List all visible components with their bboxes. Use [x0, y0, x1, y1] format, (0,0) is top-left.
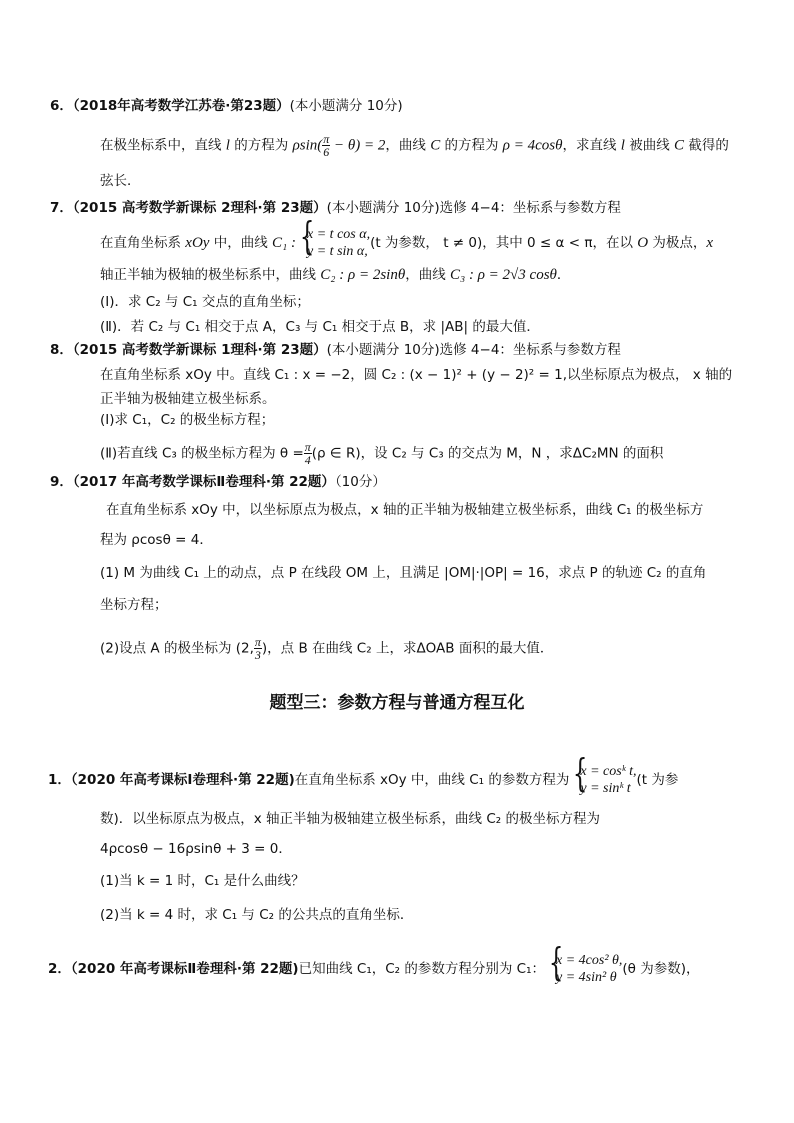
math: xOy [185, 235, 210, 251]
math: O [637, 235, 649, 251]
text: (2)设点 A 的极坐标为 (2, [100, 640, 254, 657]
problem-source: （2020 年高考课标Ⅱ卷理科·第 22题) [70, 961, 299, 977]
problem-6-line-1 [100, 133, 729, 158]
problem-7-part-1: (Ⅰ)．求 C₂ 与 C₁ 交点的直角坐标； [100, 294, 310, 310]
problem-score: （10分） [334, 474, 386, 490]
fraction-denominator: 6 [323, 145, 330, 159]
text: (t 为参 [636, 772, 679, 788]
math: C₂ : ρ = 2sinθ [320, 267, 406, 283]
text: 截得的 [684, 137, 729, 154]
math-l: l [620, 137, 625, 154]
text: (ρ ∈ R)，设 C₂ 与 C₃ 的交点为 M，N ，求ΔC₂MN 的面积 [311, 445, 664, 462]
fraction [304, 441, 312, 466]
system-row: y = 4sin² θ [556, 970, 617, 985]
text: 在极坐标系中，直线 [100, 137, 226, 154]
problem-7-header [50, 199, 621, 217]
fraction-numerator: π [323, 132, 330, 146]
math-C: C [430, 137, 441, 154]
system-row: { x = cosᵏ t, [580, 764, 637, 779]
section-problem-1-line-3: 4ρcosθ − 16ρsinθ + 3 = 0． [100, 841, 292, 857]
problem-number: 7． [50, 200, 73, 216]
text: (Ⅱ)若直线 C₃ 的极坐标方程为 θ = [100, 445, 304, 462]
problem-8-part-1: (Ⅰ)求 C₁，C₂ 的极坐标方程； [100, 412, 275, 428]
equation-system [545, 952, 622, 986]
section-problem-1-line-1 [48, 763, 678, 797]
math: − θ) = 2 [330, 137, 386, 154]
text: 在直角坐标系 [100, 235, 186, 251]
problem-6-line-2: 弦长． [100, 173, 141, 189]
problem-8-line-2: 正半轴为极轴建立极坐标系。 [100, 391, 276, 407]
problem-7-part-2: (Ⅱ)．若 C₂ 与 C₁ 相交于点 A，C₃ 与 C₁ 相交于点 B，求 |AB| 的最大值． [100, 319, 540, 335]
text: ． [556, 267, 571, 283]
math: C₁ : [272, 235, 297, 251]
text: ，曲线 [405, 267, 451, 283]
math: ρ = 4cosθ [502, 137, 563, 154]
problem-9-line-2: 程为 ρcosθ = 4． [100, 532, 213, 548]
problem-7-line-2 [100, 266, 570, 284]
problem-source: （2015 高考数学新课标 1理科·第 23题） [72, 342, 327, 358]
system-row: y = sinᵏ t [580, 781, 631, 796]
fraction-numerator: π [304, 440, 311, 454]
section-problem-1-part-1: (1)当 k = 1 时，C₁ 是什么曲线？ [100, 873, 305, 889]
problem-score: (本小题满分 10分) [289, 98, 403, 114]
problem-6-header [50, 97, 403, 115]
math-C: C [674, 137, 685, 154]
problem-9-part-1b: 坐标方程； [100, 597, 168, 613]
problem-score: (本小题满分 10分)选修 4−4：坐标系与参数方程 [326, 342, 621, 358]
text: 被曲线 [624, 137, 675, 154]
problem-number: 2． [48, 961, 71, 977]
text: (θ 为参数)， [622, 961, 700, 977]
problem-9-part-1: (1) M 为曲线 C₁ 上的动点，点 P 在线段 OM 上，且满足 |OM|·|OP| = 16，求点 P 的轨迹 C₂ 的直角 [100, 565, 707, 581]
problem-number: 9． [50, 474, 73, 490]
problem-source: （2015 高考数学新课标 2理科·第 23题） [72, 200, 327, 216]
text: 轴正半轴为极轴的极坐标系中，曲线 [100, 267, 321, 283]
text: 已知曲线 C₁，C₂ 的参数方程分别为 C₁： [298, 961, 545, 977]
fraction [254, 636, 262, 661]
text: ，曲线 [385, 137, 431, 154]
problem-source: （2018年高考数学江苏卷·第23题） [72, 98, 290, 114]
problem-score: (本小题满分 10分)选修 4−4：坐标系与参数方程 [326, 200, 621, 216]
text: 中，曲线 [209, 235, 273, 251]
problem-7-line-1 [100, 226, 713, 260]
equation-system [296, 226, 370, 260]
fraction-denominator: 4 [304, 453, 311, 467]
problem-9-part-2 [100, 636, 553, 661]
text: 在直角坐标系 xOy 中，曲线 C₁ 的参数方程为 [294, 772, 570, 788]
system-row: y = t sin α, [307, 244, 368, 259]
text: )，点 B 在曲线 C₂ 上，求ΔOAB 面积的最大值． [261, 640, 554, 657]
problem-8-header [50, 341, 621, 359]
text: 的方程为 [229, 137, 293, 154]
fraction-numerator: π [254, 635, 261, 649]
equation-system [569, 763, 636, 797]
problem-number: 1． [48, 772, 71, 788]
system-row: { x = 4cos² θ, [556, 953, 623, 968]
problem-source: （2017 年高考数学课标Ⅱ卷理科·第 22题） [72, 474, 335, 490]
problem-source: （2020 年高考课标Ⅰ卷理科·第 22题) [70, 772, 295, 788]
section-problem-1-part-2: (2)当 k = 4 时，求 C₁ 与 C₂ 的公共点的直角坐标． [100, 907, 414, 923]
problem-8-line-1: 在直角坐标系 xOy 中。直线 C₁ : x = −2，圆 C₂ : (x − 1)² + (y − 2)² = 1,以坐标原点为极点， x 轴的 [100, 367, 733, 383]
text: ，求直线 [562, 137, 621, 154]
problem-number: 8． [50, 342, 73, 358]
text: 为极点， [648, 235, 707, 251]
math: x [706, 235, 714, 251]
section-problem-2-line-1 [48, 952, 700, 986]
problem-9-line-1: 在直角坐标系 xOy 中，以坐标原点为极点，x 轴的正半轴为极轴建立极坐标系，曲线 C₁ 的极坐标方 [106, 502, 704, 518]
text: 的方程为 [440, 137, 503, 154]
problem-8-part-2 [100, 441, 663, 466]
section-problem-1-line-2: 数)．以坐标原点为极点，x 轴正半轴为极轴建立极坐标系，曲线 C₂ 的极坐标方程为 [100, 811, 600, 827]
fraction-denominator: 3 [254, 648, 261, 662]
problem-9-header [50, 473, 386, 491]
system-row: { x = t cos α, [307, 227, 371, 242]
section-title: 题型三：参数方程与普通方程互化 [269, 693, 525, 713]
math: ρsin( [292, 137, 323, 154]
problem-number: 6． [50, 98, 73, 114]
math: C₃ : ρ = 2√3 cosθ [450, 267, 557, 283]
text: (t 为参数， t ≠ 0)，其中 0 ≤ α < π，在以 [370, 235, 638, 251]
math-l: l [225, 137, 230, 154]
